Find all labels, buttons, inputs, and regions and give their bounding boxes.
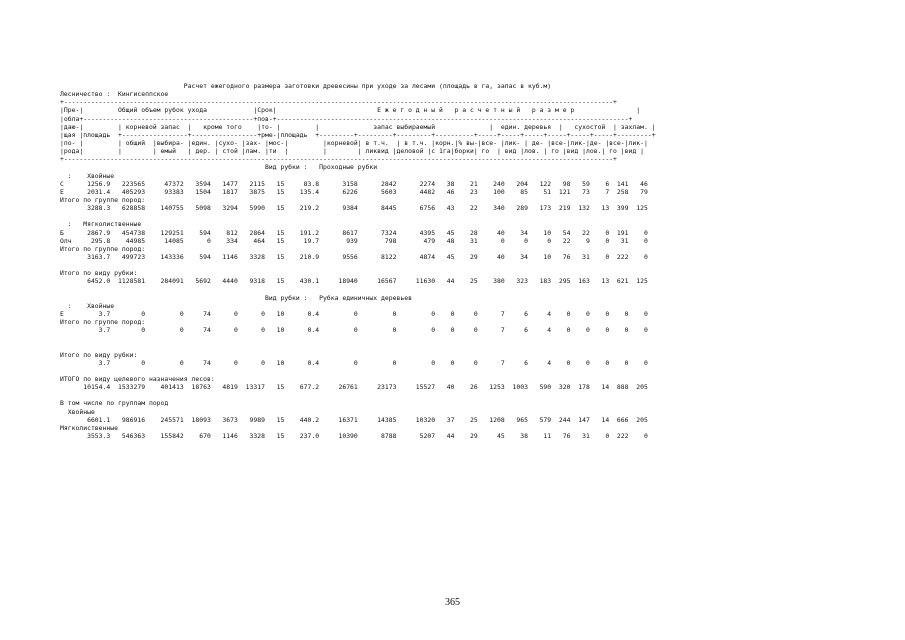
report-line: 6452.0 1128581 284091 5692 4440 9318 15 430.1 18940 16567 11630 44 25 380 323 183 295 163 13 621 125 — [60, 277, 648, 286]
report-line — [60, 286, 656, 294]
report-line: Е 2031.4 405293 93383 1504 1817 3875 15 135.4 6226 5603 4482 46 23 100 85 51 121 73 7 258 79 — [60, 187, 648, 196]
report-line: : Хвойные — [60, 171, 115, 180]
report-line: 6601.1 986916 245571 18093 3673 9989 15 440.2 16371 14385 10320 37 25 1208 965 579 244 147 14 666 205 — [60, 415, 648, 424]
report-line: : Мягколиственные — [60, 220, 142, 229]
report-line: Итого по виду рубки: — [60, 269, 138, 278]
report-line: Е 3.7 0 0 74 0 0 10 0.4 0 0 0 0 0 7 6 4 0 0 0 0 0 — [60, 309, 648, 318]
report-line: |рода| | | емый | дер. | стой |лам. |ти | | | ликвид |деловой |с 1га|борки| го | вид |лов. | го |вид |лов.| го |вид | — [60, 147, 644, 156]
report-line — [60, 212, 656, 220]
report-line: |даю-| | корневой запас | кроме того |то- | | запас выбираемый | един. деревья | сухостой | захлам. | — [60, 122, 656, 131]
report-line: 3.7 0 0 74 0 0 10 0.4 0 0 0 0 0 7 6 4 0 0 0 0 0 — [60, 326, 648, 335]
report-line: 10154.4 1533279 401413 18763 4819 13317 15 677.2 26761 23173 15527 40 26 1253 1003 590 320 178 14 888 205 — [60, 383, 648, 392]
report-line: Итого по группе пород: — [60, 195, 146, 204]
report-line — [60, 343, 656, 351]
report-line: Итого по группе пород: — [60, 244, 146, 253]
report-line: |обла+--------------------------------------------+пов-+-------------------------------------------------------------------------------------------+ — [60, 114, 633, 123]
report-line: Вид рубки : Рубка единичных деревьев — [60, 293, 412, 302]
report-line: Б 2867.9 454738 129251 594 812 2864 15 191.2 8617 7324 4395 45 28 40 34 10 54 22 0 191 0 — [60, 228, 648, 237]
report-line: Мягколиственные — [60, 423, 119, 432]
report-line — [60, 391, 656, 399]
report-line: +----------------------------------------------------------------------------------------------------------------------------------------------+ — [60, 98, 617, 107]
page-number: 365 — [445, 597, 460, 608]
report-line: |Пре-| Общий объем рубок ухода |Срок| Е ж е г о д н ы й р а с ч е т н ы й р а з м е р | — [60, 106, 641, 115]
report-line: Итого по группе пород: — [60, 318, 146, 327]
report-line: 3.7 0 0 74 0 0 10 0.4 0 0 0 0 0 7 6 4 0 0 0 0 0 — [60, 358, 648, 367]
report-line: 3288.3 628858 140755 5098 3294 5990 15 219.2 9384 8445 6756 43 22 340 289 173 219 132 13 399 125 — [60, 204, 648, 213]
report-line — [60, 261, 656, 269]
report-line: Хвойные — [60, 407, 95, 416]
report-line: Расчет ежегодного размера заготовки древесины при уходе за лесами (площадь в га, запас в куб.м) — [60, 82, 552, 90]
report-line: +----------------------------------------------------------------------------------------------------------------------------------------------+ — [60, 155, 617, 164]
report-line: С 1256.9 223565 47372 3594 1477 2115 15 83.8 3158 2842 2274 38 21 240 204 122 98 59 6 141 46 — [60, 179, 648, 188]
report-line: Вид рубки : Проходные рубки — [60, 163, 378, 172]
report-line: ИТОГО по виду целевого назначения лесов: — [60, 375, 215, 384]
report-line: В том числе по группам пород — [60, 399, 169, 408]
report-line: Олч 295.8 44985 14085 0 334 464 15 19.7 939 798 479 48 31 0 0 0 22 9 0 31 0 — [60, 236, 648, 245]
report-line: Лесничество : Кингисеппское — [60, 90, 169, 99]
report-line: 3163.7 499723 143336 594 1146 3328 15 210.9 9556 8122 4874 45 29 40 34 10 76 31 0 222 0 — [60, 252, 648, 261]
report-line: |по- | | общий |выбира- |един. |сухо- |зах- |мос-| |корневой| в т.ч. | в т.ч. |корн.|% вы-|все- |лик- | де- |все-|лик-|де- |все-|лик-| — [60, 138, 648, 147]
report-line — [60, 367, 656, 375]
report-line: : Хвойные — [60, 301, 115, 310]
report-line: 3553.3 546363 155842 670 1146 3328 15 237.0 10390 8788 5207 44 29 45 38 11 76 31 0 222 0 — [60, 432, 648, 441]
report-line — [60, 334, 656, 342]
report-line: Итого по виду рубки: — [60, 350, 138, 359]
report-table — [60, 82, 656, 440]
report-line: |щая |площадь +-----------------+-----------------+рме-|площадь +---------+---------+---------+----------+-----+-----+-----+-----+-----+-----+---------+ — [60, 130, 656, 139]
